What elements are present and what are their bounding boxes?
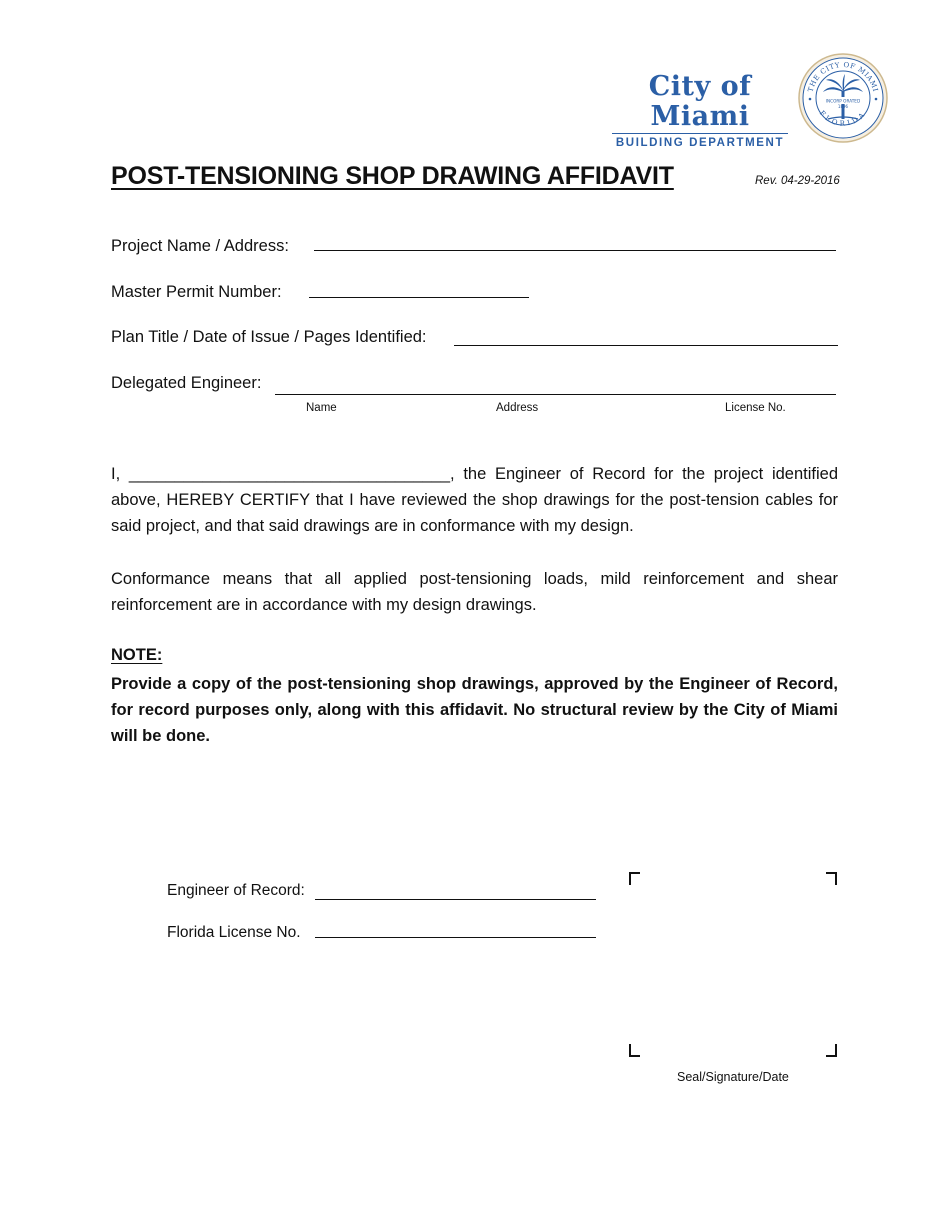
seal-box-corner-bottom-left (629, 1044, 640, 1057)
sub-label-address: Address (496, 402, 539, 414)
svg-text:THE CITY OF MIAMI: THE CITY OF MIAMI (806, 60, 880, 93)
note-body: Provide a copy of the post-tensioning shop drawings, approved by the Engineer of Record, for record purposes only, along with this affidavit. No structural review by the City of Miami will be done. (111, 675, 838, 745)
license-label: Florida License No. (167, 924, 301, 941)
plan-field[interactable] (454, 345, 838, 346)
license-field[interactable] (315, 937, 596, 938)
eor-label: Engineer of Record: (167, 882, 305, 899)
permit-field[interactable] (309, 297, 529, 298)
sub-label-name: Name (306, 402, 337, 414)
permit-label: Master Permit Number: (111, 283, 282, 301)
svg-text:FLORIDA: FLORIDA (817, 109, 869, 128)
logo-department: BUILDING DEPARTMENT (615, 137, 785, 149)
project-field[interactable] (314, 250, 836, 251)
engineer-label: Delegated Engineer: (111, 374, 262, 392)
seal-box-corner-top-right (826, 872, 837, 885)
city-seal-icon (798, 53, 888, 143)
page-title: POST-TENSIONING SHOP DRAWING AFFIDAVIT (111, 162, 674, 190)
project-label: Project Name / Address: (111, 237, 289, 255)
revision-date: Rev. 04-29-2016 (755, 175, 840, 187)
svg-text:INCORP ORATED: INCORP ORATED (825, 98, 861, 104)
certification-paragraph: I, ___________________________________, the Engineer of Record for the project identified above, HEREBY CERTIFY that I have reviewed the shop drawings for the post-tension cables for said project, and that said drawings are in conformance with my design. (111, 465, 838, 535)
seal-box-corner-bottom-right (826, 1044, 837, 1057)
city-logo (612, 72, 788, 150)
conformance-paragraph: Conformance means that all applied post-tensioning loads, mild reinforcement and shear reinforcement are in accordance with my design drawings. (111, 570, 838, 614)
sub-label-license: License No. (725, 402, 786, 414)
logo-rule (612, 133, 788, 134)
note-heading: NOTE: (111, 646, 163, 664)
engineer-field[interactable] (275, 394, 836, 395)
svg-text:1896: 1896 (837, 104, 849, 109)
seal-caption: Seal/Signature/Date (677, 1070, 789, 1084)
eor-field[interactable] (315, 899, 596, 900)
seal-box-corner-top-left (629, 872, 640, 885)
logo-city-name: City of Miami (648, 71, 752, 132)
plan-label: Plan Title / Date of Issue / Pages Identified: (111, 328, 427, 346)
